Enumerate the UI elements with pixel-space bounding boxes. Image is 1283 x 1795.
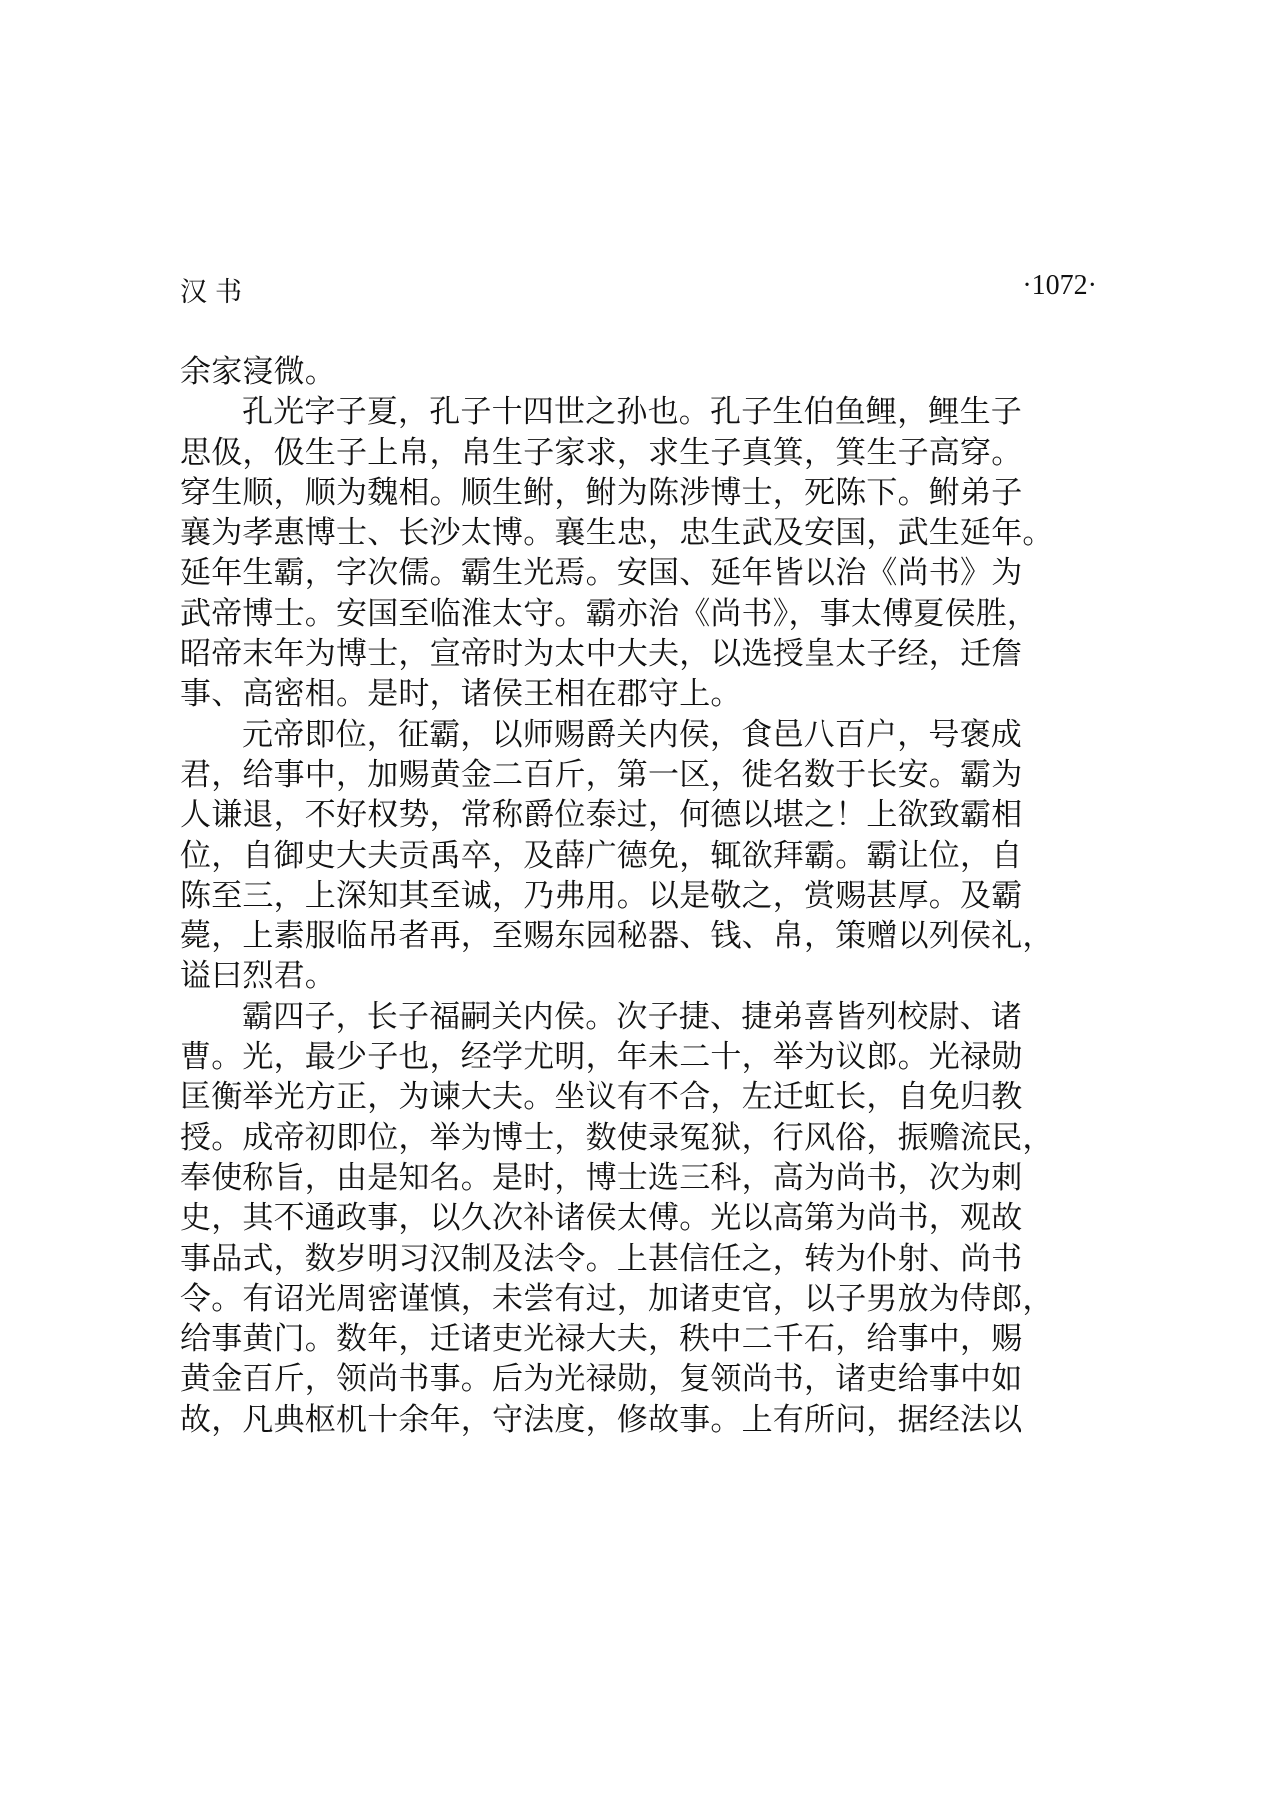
text-line: 君，给事中，加赐黄金二百斤，第一区，徙名数于长安。霸为 — [180, 756, 1023, 793]
text-line: 武帝博士。安国至临淮太守。霸亦治《尚书》，事太傅夏侯胜， — [180, 595, 1039, 632]
text-line: 奉使称旨，由是知名。是时，博士选三科，高为尚书，次为刺 — [180, 1159, 1023, 1196]
text-line: 谥曰烈君。 — [180, 958, 336, 995]
text-line: 黄金百斤，领尚书事。后为光禄勋，复领尚书，诸吏给事中如 — [180, 1361, 1023, 1398]
text-line: 给事黄门。数年，迁诸吏光禄大夫，秩中二千石，给事中，赐 — [180, 1321, 1023, 1358]
text-line: 延年生霸，字次儒。霸生光焉。安国、延年皆以治《尚书》为 — [180, 555, 1023, 592]
text-line: 襄为孝惠博士、长沙太博。襄生忠，忠生武及安国，武生延年。 — [180, 515, 1054, 552]
book-title: 汉书 — [180, 277, 250, 308]
text-line: 故，凡典枢机十余年，守法度，修故事。上有所问，据经法以 — [180, 1401, 1023, 1438]
text-line: 史，其不通政事，以久次补诸侯太傅。光以高第为尚书，观故 — [180, 1200, 1023, 1237]
text-line: 匡衡举光方正，为谏大夫。坐议有不合，左迁虹长，自免归教 — [180, 1079, 1023, 1116]
text-line: 事品式，数岁明习汉制及法令。上甚信任之，转为仆射、尚书 — [180, 1240, 1023, 1277]
text-line: 陈至三，上深知其至诚，乃弗用。以是敬之，赏赐甚厚。及霸 — [180, 877, 1023, 914]
text-line: 曹。光，最少子也，经学尤明，年未二十，举为议郎。光禄勋 — [180, 1039, 1023, 1076]
text-line: 昭帝末年为博士，宣帝时为太中大夫，以选授皇太子经，迁詹 — [180, 636, 1023, 673]
text-line: 薨，上素服临吊者再，至赐东园秘器、钱、帛，策赠以列侯礼， — [180, 918, 1054, 955]
body-text — [180, 352, 1090, 1440]
text-line: 人谦退，不好权势，常称爵位泰过，何德以堪之！上欲致霸相 — [180, 797, 1023, 834]
page-number: ·1072· — [1022, 270, 1097, 301]
running-head — [180, 270, 1097, 310]
text-line: 孔光字子夏，孔子十四世之孙也。孔子生伯鱼鲤，鲤生子 — [242, 394, 1022, 431]
text-line: 位，自御史大夫贡禹卒，及薛广德免，辄欲拜霸。霸让位，自 — [180, 837, 1023, 874]
text-line: 霸四子，长子福嗣关内侯。次子捷、捷弟喜皆列校尉、诸 — [242, 998, 1022, 1035]
text-line: 思伋，伋生子上帛，帛生子家求，求生子真箕，箕生子高穿。 — [180, 434, 1023, 471]
text-line: 余家寖微。 — [180, 354, 336, 390]
text-line: 元帝即位，征霸，以师赐爵关内侯，食邑八百户，号褒成 — [242, 716, 1022, 753]
text-line: 令。有诏光周密谨慎，未尝有过，加诸吏官，以子男放为侍郎， — [180, 1280, 1054, 1317]
text-line: 事、高密相。是时，诸侯王相在郡守上。 — [180, 676, 742, 713]
text-line: 穿生顺，顺为魏相。顺生鲋，鲋为陈涉博士，死陈下。鲋弟子 — [180, 474, 1023, 511]
text-line: 授。成帝初即位，举为博士，数使录冤狱，行风俗，振赡流民， — [180, 1119, 1054, 1156]
